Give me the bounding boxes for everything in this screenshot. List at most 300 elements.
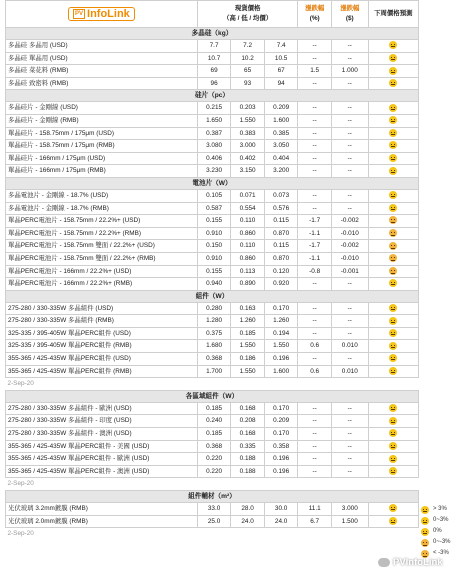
price-high: 0.368: [197, 440, 231, 453]
sad-face-icon: [389, 242, 397, 250]
neutral-face-icon: [389, 54, 397, 62]
legend-label: 0%: [433, 528, 442, 534]
logo-badge: PV: [75, 11, 84, 17]
product-name: 單晶硅片 - 158.75mm / 175μm (USD): [6, 127, 198, 140]
price-low: 0.163: [231, 302, 265, 315]
section-title: 組件輔材（m²）: [6, 491, 419, 503]
change-percent: -1.1: [298, 252, 332, 265]
price-high: 0.155: [197, 265, 231, 278]
price-high: 0.280: [197, 302, 231, 315]
price-low: 0.860: [231, 252, 265, 265]
price-avg: 0.120: [264, 265, 298, 278]
neutral-face-icon: [389, 467, 397, 475]
price-high: 3.080: [197, 140, 231, 153]
forecast-cell: [368, 227, 418, 240]
neutral-face-icon: [389, 104, 397, 112]
price-low: 3.150: [231, 165, 265, 178]
change-percent: --: [298, 402, 332, 415]
price-low: 0.554: [231, 202, 265, 215]
product-name: 單晶硅片 - 166mm / 175μm (RMB): [6, 165, 198, 178]
change-percent: --: [298, 140, 332, 153]
forecast-cell: [368, 302, 418, 315]
logo-cell: [6, 1, 198, 28]
price-high: 0.220: [197, 453, 231, 466]
table-row: [6, 402, 419, 415]
price-avg: 0.209: [264, 415, 298, 428]
forecast-cell: [368, 215, 418, 228]
product-name: 275-280 / 330-335W 多晶組件 - 印度 (USD): [6, 415, 198, 428]
table-row: [6, 415, 419, 428]
price-high: 0.375: [197, 327, 231, 340]
product-name: 355-365 / 425-435W 單晶PERC組件 (RMB): [6, 365, 198, 378]
table-row: [6, 240, 419, 253]
forecast-header: [368, 1, 418, 28]
price-avg: 0.870: [264, 252, 298, 265]
price-high: 0.215: [197, 102, 231, 115]
chg-pct-header: [298, 1, 332, 28]
change-percent: --: [298, 428, 332, 441]
change-percent: --: [298, 202, 332, 215]
change-amount: -0.010: [331, 227, 368, 240]
price-low: 0.402: [231, 152, 265, 165]
chg-abs-unit: ($): [345, 15, 354, 22]
table-row: [6, 114, 419, 127]
neutral-face-icon: [389, 404, 397, 412]
report-date: 2-Sep-20: [7, 530, 34, 538]
price-high: 3.230: [197, 165, 231, 178]
watermark: [378, 557, 443, 568]
forecast-cell: [368, 402, 418, 415]
change-percent: 0.6: [298, 365, 332, 378]
change-amount: -0.002: [331, 240, 368, 253]
change-amount: --: [331, 165, 368, 178]
legend-item: [421, 515, 468, 526]
neutral-face-icon: [389, 304, 397, 312]
forecast-cell: [368, 440, 418, 453]
product-name: 355-365 / 425-435W 單晶PERC組件 - 美國 (USD): [6, 440, 198, 453]
price-low: 28.0: [231, 503, 265, 516]
price-avg: 3.050: [264, 140, 298, 153]
sad-face-icon: [389, 267, 397, 275]
change-amount: --: [331, 453, 368, 466]
change-amount: --: [331, 440, 368, 453]
change-percent: --: [298, 77, 332, 90]
product-name: 單晶硅片 - 158.75mm / 175μm (RMB): [6, 140, 198, 153]
product-name: 單晶PERC電池片 - 166mm / 22.2%+ (USD): [6, 265, 198, 278]
price-avg: 1.550: [264, 340, 298, 353]
price-avg: 0.196: [264, 453, 298, 466]
table-row: [6, 265, 419, 278]
price-table: [5, 0, 419, 540]
neutral-face-icon: [389, 417, 397, 425]
price-avg: 1.600: [264, 114, 298, 127]
neutral-face-icon: [389, 141, 397, 149]
price-high: 1.650: [197, 114, 231, 127]
price-high: 1.680: [197, 340, 231, 353]
table-row: [6, 102, 419, 115]
forecast-cell: [368, 40, 418, 53]
section-header: [6, 28, 419, 40]
table-row: [6, 302, 419, 315]
price-low: 7.2: [231, 40, 265, 53]
product-name: 325-335 / 395-405W 單晶PERC組件 (USD): [6, 327, 198, 340]
change-amount: --: [331, 278, 368, 291]
table-header: [6, 1, 419, 28]
change-amount: -0.001: [331, 265, 368, 278]
report-date: 2-Sep-20: [7, 380, 34, 388]
change-percent: --: [298, 302, 332, 315]
product-name: 單晶硅片 - 166mm / 175μm (USD): [6, 152, 198, 165]
table-row: [6, 340, 419, 353]
change-amount: -0.010: [331, 252, 368, 265]
price-low: 0.203: [231, 102, 265, 115]
change-amount: --: [331, 77, 368, 90]
neutral-face-icon: [389, 455, 397, 463]
neutral-face-icon: [389, 129, 397, 137]
section-title: 多晶硅（kg）: [6, 28, 419, 40]
forecast-cell: [368, 515, 418, 528]
change-percent: 1.5: [298, 65, 332, 78]
table-row: [6, 428, 419, 441]
price-avg: 0.209: [264, 102, 298, 115]
date-row: [6, 478, 419, 491]
forecast-cell: [368, 365, 418, 378]
change-amount: 3.000: [331, 503, 368, 516]
change-percent: --: [298, 40, 332, 53]
change-percent: --: [298, 315, 332, 328]
price-high: 0.587: [197, 202, 231, 215]
price-low: 0.890: [231, 278, 265, 291]
price-low: 65: [231, 65, 265, 78]
price-high: 33.0: [197, 503, 231, 516]
legend-label: < -3%: [433, 550, 449, 556]
product-name: 單晶PERC電池片 - 158.75mm / 22.2%+ (RMB): [6, 227, 198, 240]
table-row: [6, 189, 419, 202]
price-avg: 30.0: [264, 503, 298, 516]
forecast-cell: [368, 453, 418, 466]
product-name: 275-280 / 330-335W 多晶組件 (USD): [6, 302, 198, 315]
table-row: [6, 252, 419, 265]
change-percent: --: [298, 165, 332, 178]
price-low: 0.208: [231, 415, 265, 428]
price-low: 0.110: [231, 215, 265, 228]
forecast-cell: [368, 152, 418, 165]
price-high: 0.150: [197, 240, 231, 253]
change-amount: --: [331, 202, 368, 215]
change-amount: --: [331, 52, 368, 65]
chg-abs-header: [331, 1, 368, 28]
price-low: 0.168: [231, 428, 265, 441]
price-high: 0.910: [197, 227, 231, 240]
product-name: 單晶PERC電池片 - 166mm / 22.2%+ (RMB): [6, 278, 198, 291]
section-title: 硅片（pc）: [6, 90, 419, 102]
change-amount: --: [331, 315, 368, 328]
price-avg: 0.870: [264, 227, 298, 240]
change-percent: --: [298, 127, 332, 140]
price-low: 0.113: [231, 265, 265, 278]
price-avg: 0.196: [264, 465, 298, 478]
neutral-face-icon: [389, 67, 397, 75]
change-amount: 1.000: [331, 65, 368, 78]
neutral-face-icon: [389, 116, 397, 124]
price-avg: 1.260: [264, 315, 298, 328]
price-high: 25.0: [197, 515, 231, 528]
change-percent: --: [298, 52, 332, 65]
price-high: 0.368: [197, 353, 231, 366]
table-row: [6, 515, 419, 528]
price-high: 0.387: [197, 127, 231, 140]
price-subtitle: （高 / 低 / 均價）: [223, 15, 273, 22]
report-date: 2-Sep-20: [7, 480, 34, 488]
neutral-face-icon: [389, 442, 397, 450]
price-high: 0.240: [197, 415, 231, 428]
change-percent: --: [298, 353, 332, 366]
forecast-cell: [368, 465, 418, 478]
change-percent: --: [298, 327, 332, 340]
price-high: 7.7: [197, 40, 231, 53]
change-percent: 11.1: [298, 503, 332, 516]
wechat-icon: [378, 558, 390, 567]
price-low: 0.188: [231, 453, 265, 466]
table-row: [6, 40, 419, 53]
price-high: 69: [197, 65, 231, 78]
price-high: 0.155: [197, 215, 231, 228]
price-high: 10.7: [197, 52, 231, 65]
product-name: 單晶PERC電池片 - 158.75mm 雙面 / 22.2%+ (USD): [6, 240, 198, 253]
table-row: [6, 353, 419, 366]
price-avg: 0.358: [264, 440, 298, 453]
very-happy-face-icon: [421, 506, 429, 514]
legend-label: 0~3%: [433, 517, 449, 523]
change-amount: --: [331, 114, 368, 127]
forecast-cell: [368, 340, 418, 353]
table-row: [6, 52, 419, 65]
table-row: [6, 365, 419, 378]
forecast-legend: [421, 504, 468, 559]
price-avg: 94: [264, 77, 298, 90]
change-percent: --: [298, 440, 332, 453]
price-avg: 0.073: [264, 189, 298, 202]
sad-face-icon: [389, 216, 397, 224]
product-name: 275-280 / 330-335W 多晶組件 (RMB): [6, 315, 198, 328]
change-percent: --: [298, 102, 332, 115]
price-low: 0.860: [231, 227, 265, 240]
price-high: 0.185: [197, 402, 231, 415]
change-amount: 1.500: [331, 515, 368, 528]
product-name: 多晶硅片 - 金剛線 (USD): [6, 102, 198, 115]
price-avg: 0.194: [264, 327, 298, 340]
neutral-face-icon: [389, 167, 397, 175]
forecast-cell: [368, 240, 418, 253]
forecast-cell: [368, 165, 418, 178]
change-amount: 0.010: [331, 365, 368, 378]
neutral-face-icon: [389, 41, 397, 49]
chg-abs-title: 漲跌幅: [340, 5, 360, 12]
price-low: 24.0: [231, 515, 265, 528]
change-percent: --: [298, 189, 332, 202]
change-percent: --: [298, 278, 332, 291]
section-header: [6, 90, 419, 102]
forecast-cell: [368, 65, 418, 78]
price-low: 0.168: [231, 402, 265, 415]
table-row: [6, 278, 419, 291]
change-amount: --: [331, 415, 368, 428]
change-amount: --: [331, 402, 368, 415]
change-percent: -1.7: [298, 240, 332, 253]
price-high: 1.700: [197, 365, 231, 378]
change-percent: --: [298, 415, 332, 428]
forecast-cell: [368, 102, 418, 115]
price-avg: 0.115: [264, 215, 298, 228]
product-name: 多晶硅片 - 金剛線 (RMB): [6, 114, 198, 127]
change-percent: --: [298, 152, 332, 165]
price-low: 1.550: [231, 365, 265, 378]
forecast-cell: [368, 77, 418, 90]
section-title: 電池片（W）: [6, 177, 419, 189]
product-name: 光伏玻璃 2.0mm鍍膜 (RMB): [6, 515, 198, 528]
neutral-face-icon: [389, 504, 397, 512]
price-low: 1.260: [231, 315, 265, 328]
logo-text: InfoLink: [87, 8, 130, 20]
price-avg: 10.5: [264, 52, 298, 65]
change-amount: --: [331, 302, 368, 315]
table-row: [6, 315, 419, 328]
table-row: [6, 440, 419, 453]
neutral-face-icon: [389, 354, 397, 362]
chg-pct-unit: (%): [309, 15, 320, 22]
forecast-cell: [368, 202, 418, 215]
change-amount: --: [331, 127, 368, 140]
price-high: 1.280: [197, 315, 231, 328]
table-row: [6, 465, 419, 478]
price-avg: 0.115: [264, 240, 298, 253]
price-avg: 7.4: [264, 40, 298, 53]
product-name: 多晶電池片 - 金剛線 - 18.7% (RMB): [6, 202, 198, 215]
forecast-cell: [368, 189, 418, 202]
forecast-cell: [368, 327, 418, 340]
price-avg: 0.385: [264, 127, 298, 140]
price-low: 0.185: [231, 327, 265, 340]
price-title: 現貨價格: [234, 5, 261, 12]
change-amount: --: [331, 428, 368, 441]
price-avg: 0.170: [264, 402, 298, 415]
product-name: 多晶硅 單晶用 (USD): [6, 52, 198, 65]
price-high: 0.185: [197, 428, 231, 441]
price-header: [197, 1, 298, 28]
neutral-face-icon: [389, 367, 397, 375]
product-name: 多晶硅 菜花料 (RMB): [6, 65, 198, 78]
product-name: 單晶PERC電池片 - 158.75mm / 22.2%+ (USD): [6, 215, 198, 228]
neutral-face-icon: [389, 204, 397, 212]
forecast-cell: [368, 315, 418, 328]
neutral-face-icon: [389, 79, 397, 87]
change-percent: --: [298, 453, 332, 466]
price-low: 10.2: [231, 52, 265, 65]
price-avg: 24.0: [264, 515, 298, 528]
price-avg: 3.200: [264, 165, 298, 178]
price-low: 1.550: [231, 340, 265, 353]
forecast-cell: [368, 353, 418, 366]
price-avg: 0.576: [264, 202, 298, 215]
product-name: 多晶電池片 - 金剛線 - 18.7% (USD): [6, 189, 198, 202]
price-high: 0.910: [197, 252, 231, 265]
change-percent: 6.7: [298, 515, 332, 528]
product-name: 光伏玻璃 3.2mm鍍膜 (RMB): [6, 503, 198, 516]
product-name: 355-365 / 425-435W 單晶PERC組件 - 歐洲 (USD): [6, 453, 198, 466]
change-amount: --: [331, 152, 368, 165]
legend-label: > 3%: [433, 506, 447, 512]
forecast-cell: [368, 114, 418, 127]
table-row: [6, 152, 419, 165]
price-low: 0.335: [231, 440, 265, 453]
price-high: 0.406: [197, 152, 231, 165]
price-avg: 0.196: [264, 353, 298, 366]
forecast-cell: [368, 428, 418, 441]
change-amount: --: [331, 102, 368, 115]
neutral-face-icon: [389, 279, 397, 287]
neutral-face-icon: [389, 342, 397, 350]
table-row: [6, 165, 419, 178]
product-name: 275-280 / 330-335W 多晶組件 - 澳洲 (USD): [6, 428, 198, 441]
forecast-cell: [368, 278, 418, 291]
legend-label: 0~-3%: [433, 539, 451, 545]
neutral-face-icon: [389, 191, 397, 199]
forecast-cell: [368, 140, 418, 153]
legend-item: [421, 504, 468, 515]
price-avg: 67: [264, 65, 298, 78]
change-percent: 0.6: [298, 340, 332, 353]
table-row: [6, 202, 419, 215]
price-low: 0.188: [231, 465, 265, 478]
change-percent: --: [298, 465, 332, 478]
product-name: 355-365 / 425-435W 單晶PERC組件 (USD): [6, 353, 198, 366]
product-name: 355-365 / 425-435W 單晶PERC組件 - 澳洲 (USD): [6, 465, 198, 478]
price-high: 96: [197, 77, 231, 90]
section-header: [6, 290, 419, 302]
neutral-face-icon: [389, 429, 397, 437]
table-row: [6, 227, 419, 240]
table-row: [6, 65, 419, 78]
price-low: 1.550: [231, 114, 265, 127]
price-avg: 0.920: [264, 278, 298, 291]
table-row: [6, 453, 419, 466]
legend-item: [421, 526, 468, 537]
table-row: [6, 77, 419, 90]
price-low: 0.186: [231, 353, 265, 366]
price-low: 3.000: [231, 140, 265, 153]
product-name: 275-280 / 330-335W 多晶組件 - 歐洲 (USD): [6, 402, 198, 415]
product-name: 多晶硅 致密料 (RMB): [6, 77, 198, 90]
price-avg: 0.170: [264, 302, 298, 315]
change-amount: --: [331, 140, 368, 153]
neutral-face-icon: [389, 317, 397, 325]
forecast-cell: [368, 52, 418, 65]
product-name: 325-335 / 395-405W 單晶PERC組件 (RMB): [6, 340, 198, 353]
price-high: 0.940: [197, 278, 231, 291]
table-row: [6, 127, 419, 140]
change-amount: --: [331, 189, 368, 202]
change-amount: 0.010: [331, 340, 368, 353]
forecast-cell: [368, 127, 418, 140]
happy-face-icon: [421, 517, 429, 525]
table-row: [6, 140, 419, 153]
forecast-title: 下周價格預測: [374, 10, 413, 17]
change-amount: --: [331, 327, 368, 340]
forecast-cell: [368, 265, 418, 278]
section-title: 各區域組件（W）: [6, 390, 419, 402]
price-low: 0.071: [231, 189, 265, 202]
sad-face-icon: [389, 254, 397, 262]
